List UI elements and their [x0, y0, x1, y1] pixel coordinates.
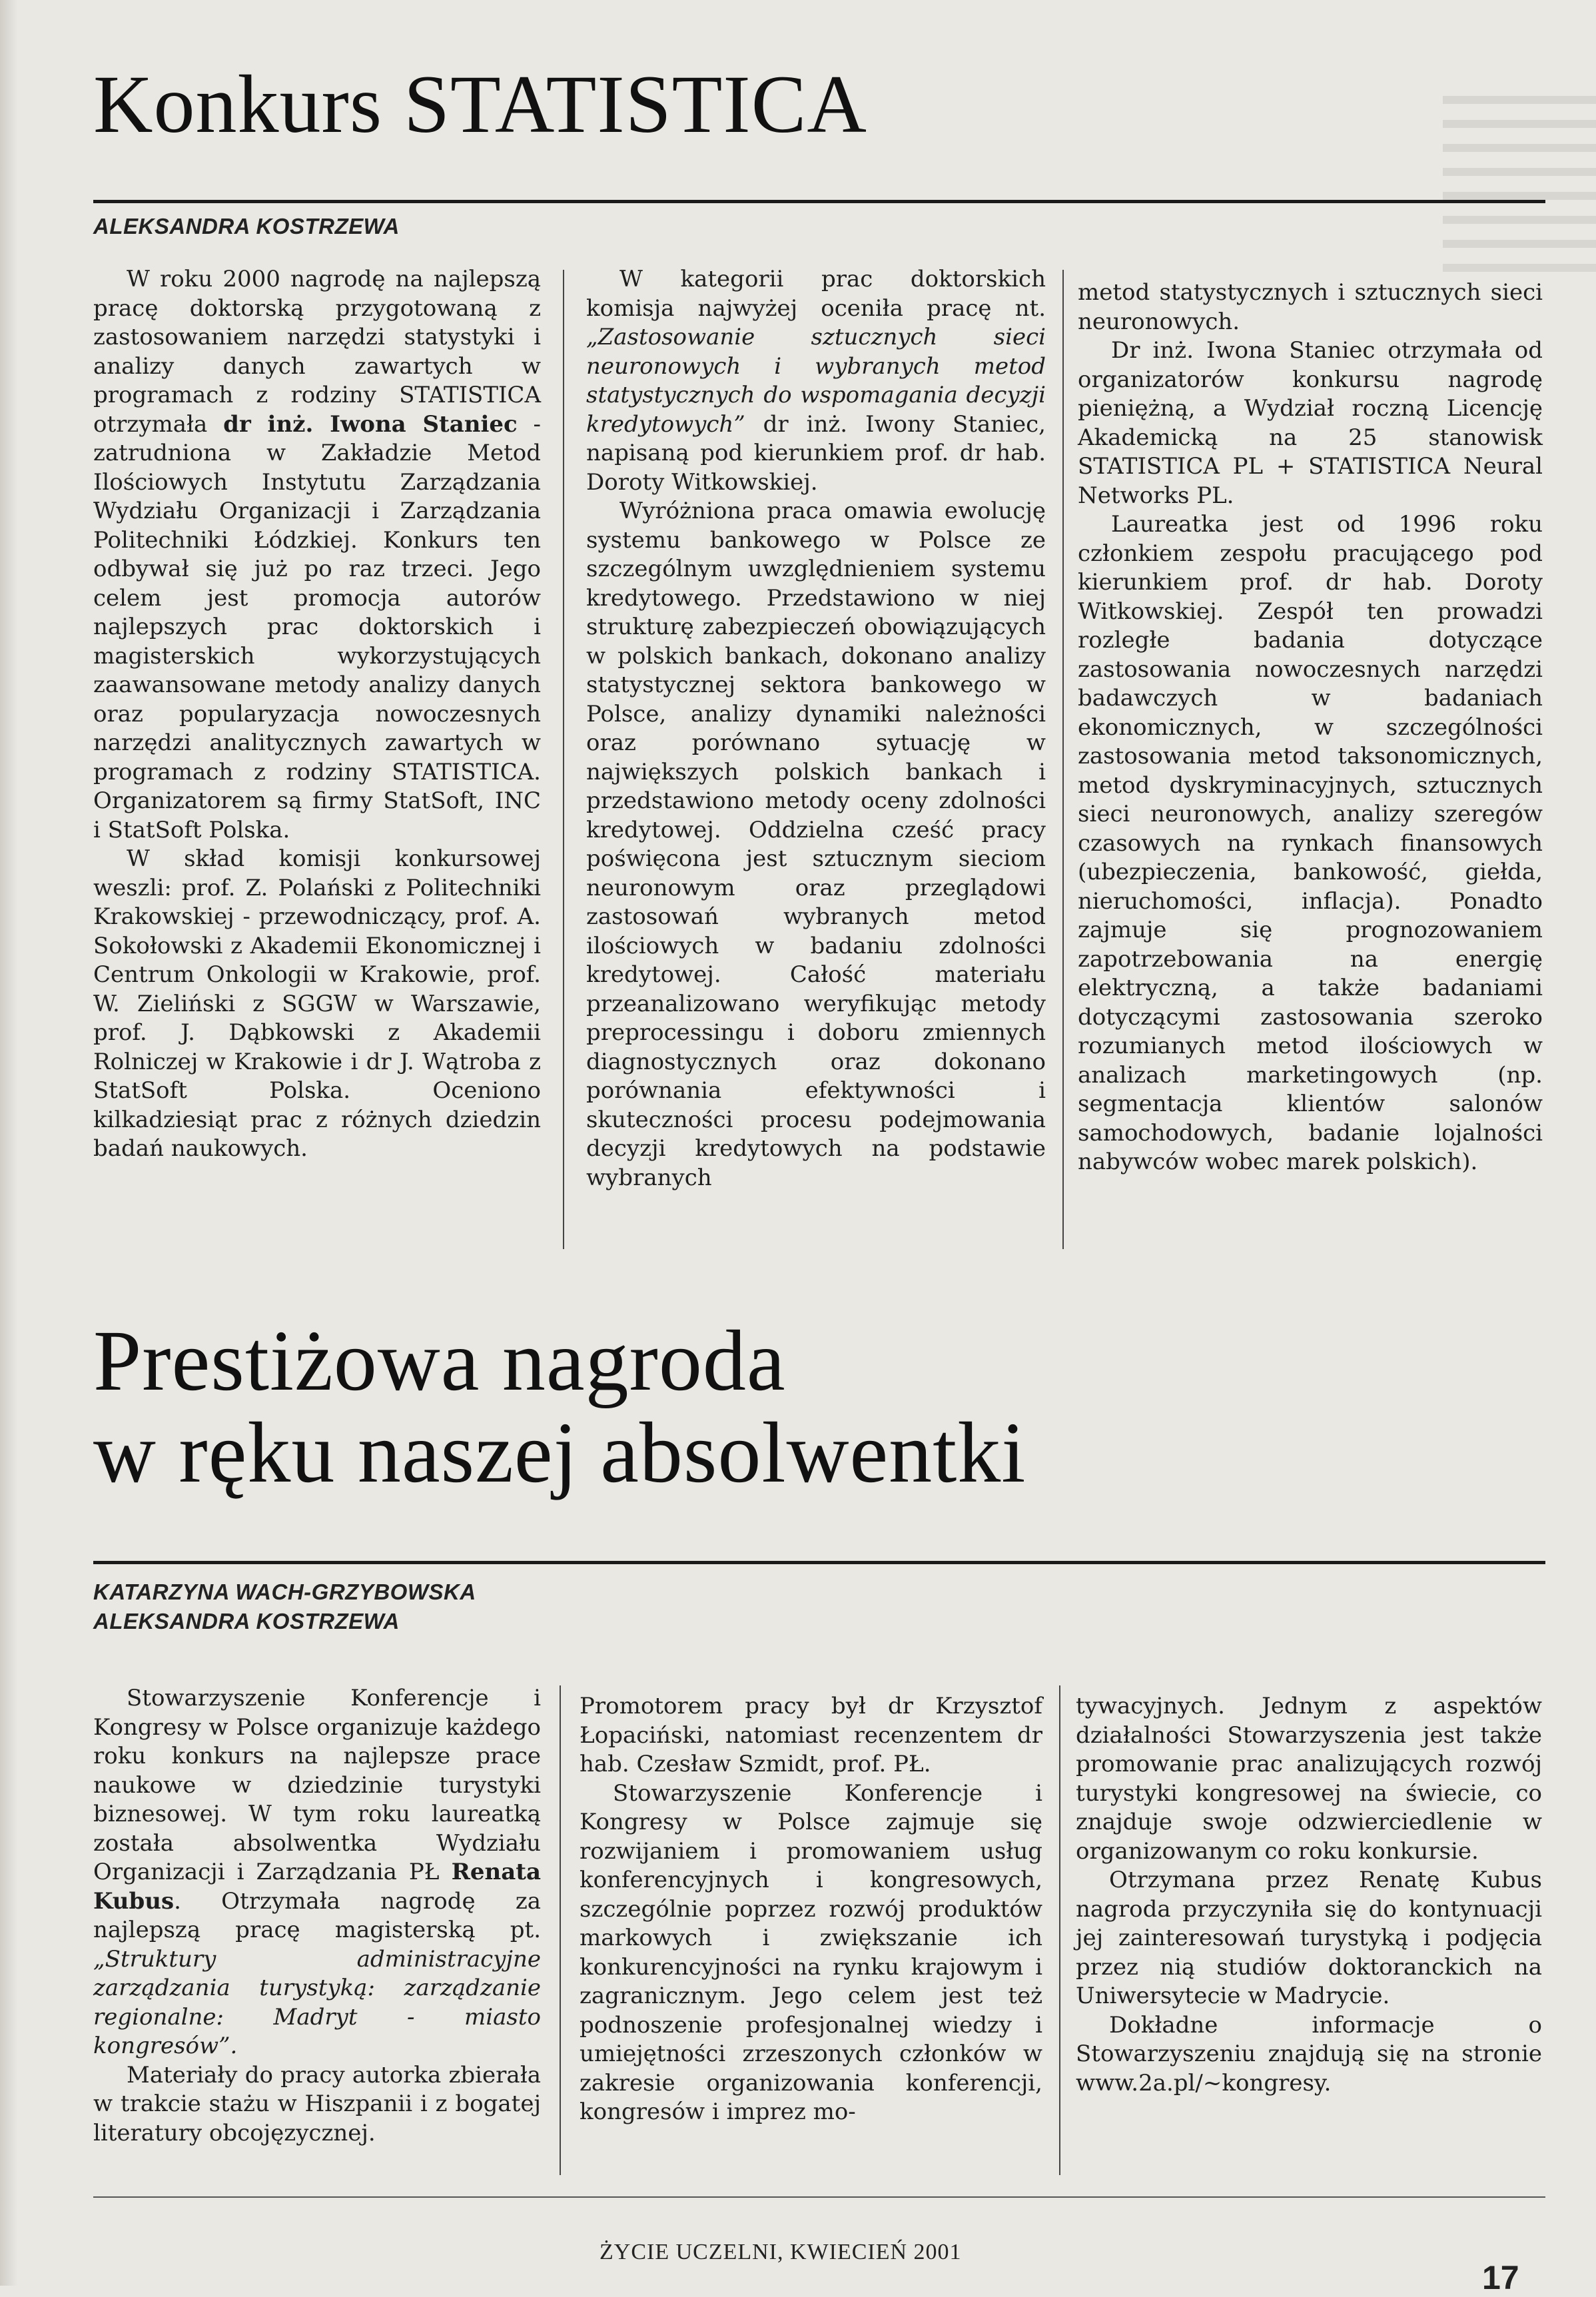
publication-footer: ŻYCIE UCZELNI, KWIECIEŃ 2001 [599, 2240, 962, 2264]
laureate-name: Renata Kubus [93, 1859, 541, 1915]
article1-column-3 [1078, 278, 1543, 1177]
article1-paragraph: metod statystycznych i sztucznych sieci neuronowych. [1078, 279, 1543, 335]
page-binding-shadow [0, 0, 17, 2286]
article1-paragraph: Dr inż. Iwona Staniec otrzymała od organizatorów konkursu nagrodę pieniężną, a Wydział roczną Licencję Akademicką na 25 stanowisk STATISTICA PL + STATISTICA Neural Networks PL. [1078, 337, 1543, 509]
article2-paragraph: Otrzymana przez Renatę Kubus nagroda przyczyniła się do kontynuacji jej zainteresowań turystyką i podjęcia przez nią studiów doktoranckich na Uniwersytecie w Madrycie. [1076, 1867, 1542, 2009]
article2-column-3 [1076, 1692, 1542, 2098]
article1-paragraph: Wyróżniona praca omawia ewolucję systemu bankowego w Polsce ze szczególnym uwzględnieniem systemu kredytowego. Przedstawiono w niej strukturę zabezpieczeń obowiązujących w polskich bankach, dokonano analizy statystycznej sektora bankowego w Polsce, analizy dynamiki należności oraz porównano sytuację w największych polskich bankach i przedstawiono metody oceny zdolności kredytowej. Oddzielna cześć pracy poświęcona jest sztucznym sieciom neuronowym oraz przeglądowi zastosowań wybranych metod ilościowych w badaniu zdolności kredytowej. Całość materiału przeanalizowano weryfikując metody preprocessingu i doboru zmiennych diagnostycznych oraz dokonano porównania efektywności i skuteczności procesu podejmowania decyzji kredytowych na podstawie wybranych [586, 498, 1046, 1191]
article1-paragraph: W roku 2000 nagrodę na najlepszą pracę doktorską przygotowaną z zastosowaniem narzędzi statystyki i analizy danych zawartych w programach z rodziny STATISTICA otrzymała dr inż. Iwona Staniec - zatrudniona w Zakładzie Metod Ilościowych Instytutu Zarządzania Wydziału Organizacji i Zarządzania Politechniki Łódzkiej. Konkurs ten odbywał się już po raz trzeci. Jego celem jest promocja autorów najlepszych prac doktorskich i magisterskich wykorzystujących zaawansowane metody analizy danych oraz popularyzacja nowoczesnych narzędzi analitycznych zawartych w programach z rodziny STATISTICA. Organizatorem są firmy StatSoft, INC i StatSoft Polska. [93, 266, 542, 843]
article1-title-rule [93, 200, 1545, 203]
thesis-title: „Struktury administracyjne zarządzania turystyką: zarządzanie regionalne: Madryt - miasto kongresów”. [93, 1945, 541, 2059]
article1-column-1 [93, 265, 541, 1164]
article2-title-line2: w ręku naszej absolwentki [93, 1404, 1026, 1501]
article1-title: Konkurs STATISTICA [93, 59, 867, 150]
article2-author: ALEKSANDRA KOSTRZEWA [93, 1609, 400, 1633]
article2-authors [93, 1578, 476, 1636]
article1-column-2 [586, 265, 1046, 1192]
article2-paragraph: Dokładne informacje o Stowarzyszeniu znajdują się na stronie www.2a.pl/~kongresy. [1076, 2011, 1542, 2096]
column-separator [560, 1685, 561, 2175]
article2-paragraph: Stowarzyszenie Konferencje i Kongresy w Polsce organizuje każdego roku konkurs na najlepsze prace naukowe w dziedzinie turystyki biznesowej. W tym roku laureatką została absolwentka Wydziału Organizacji i Zarządzania PŁ Renata Kubus. Otrzymała nagrodę za najlepszą pracę magisterską pt. „Struktury administracyjne zarządzania turystyką: zarządzanie regionalne: Madryt - miasto kongresów”. [93, 1685, 541, 2059]
column-separator [1062, 270, 1064, 1249]
article1-paragraph: Laureatka jest od 1996 roku członkiem zespołu pracującego pod kierunkiem prof. dr hab. Doroty Witkowskiej. Zespół ten prowadzi rozległe badania dotyczące zastosowania nowoczesnych narzędzi badawczych w badaniach ekonomicznych, w szczególności zastosowania metod taksonomicznych, metod dyskryminacyjnych, sztucznych sieci neuronowych, analizy szeregów czasowych na rynkach finansowych (ubezpieczenia, bankowość, giełda, nieruchomości, inflacja). Ponadto zajmuje się prognozowaniem zapotrzebowania na energię elektryczną, a także badaniami dotyczącymi zastosowania szeroko rozumianych metod ilościowych w analizach marketingowych (np. segmentacja klientów salonów samochodowych, badanie lojalności nabywców wobec marek polskich). [1078, 511, 1543, 1175]
article2-paragraph: Promotorem pracy był dr Krzysztof Łopaciński, natomiast recenzentem dr hab. Czesław Szmidt, prof. PŁ. [580, 1693, 1042, 1777]
article1-paragraph: W skład komisji konkursowej weszli: prof. Z. Polański z Politechniki Krakowskiej - przewodniczący, prof. A. Sokołowski z Akademii Ekonomicznej i Centrum Onkologii w Krakowie, prof. W. Zieliński z SGGW w Warszawie, prof. J. Dąbkowski z Akademii Rolniczej w Krakowie i dr J. Wątroba z StatSoft Polska. Oceniono kilkadziesiąt prac z różnych dziedzin badań naukowych. [93, 845, 541, 1162]
article2-author: KATARZYNA WACH-GRZYBOWSKA [93, 1580, 476, 1604]
article1-paragraph: W kategorii prac doktorskich komisja najwyżej oceniła pracę nt. „Zastosowanie sztucznych sieci neuronowych i wybranych metod statystycznych do wspomagania decyzji kredytowych” dr inż. Iwony Staniec, napisaną pod kierunkiem prof. dr hab. Doroty Witkowskiej. [586, 266, 1046, 496]
article2-paragraph: tywacyjnych. Jednym z aspektów działalności Stowarzyszenia jest także promowanie prac analizujących rozwój turystyki kongresowej na świecie, co znajduje swoje odzwierciedlenie w organizowanym co roku konkursie. [1076, 1693, 1542, 1865]
article2-paragraph: Materiały do pracy autorka zbierała w trakcie stażu w Hiszpanii i z bogatej literatury obcojęzycznej. [93, 2061, 541, 2146]
article2-title-line1: Prestiżowa nagroda [93, 1313, 786, 1409]
laureate-name: dr inż. Iwona Staniec [223, 410, 518, 438]
article2-paragraph: Stowarzyszenie Konferencje i Kongresy w Polsce zajmuje się rozwijaniem i promowaniem usług konferencyjnych i kongresowych, szczególnie poprzez rozwój produktów markowych i zwiększanie ich konkurencyjności na rynku krajowym i zagranicznym. Jego celem jest też podnoszenie profesjonalnej wiedzy i umiejętności zrzeszonych członków w zakresie organizowania konferencji, kongresów i imprez mo- [580, 1779, 1042, 2125]
page-number: 17 [1482, 2259, 1519, 2296]
article2-column-2 [580, 1692, 1042, 2127]
footer-rule [93, 2196, 1545, 2198]
column-separator [563, 270, 564, 1249]
article1-author: ALEKSANDRA KOSTRZEWA [93, 214, 400, 238]
article2-title [93, 1313, 1026, 1501]
column-separator [1059, 1685, 1060, 2175]
article2-title-rule [93, 1561, 1545, 1564]
article2-column-1 [93, 1684, 541, 2148]
thesis-title: „Zastosowanie sztucznych sieci neuronowych i wybranych metod statystycznych do wspomagania decyzji kredytowych” [586, 324, 1046, 438]
